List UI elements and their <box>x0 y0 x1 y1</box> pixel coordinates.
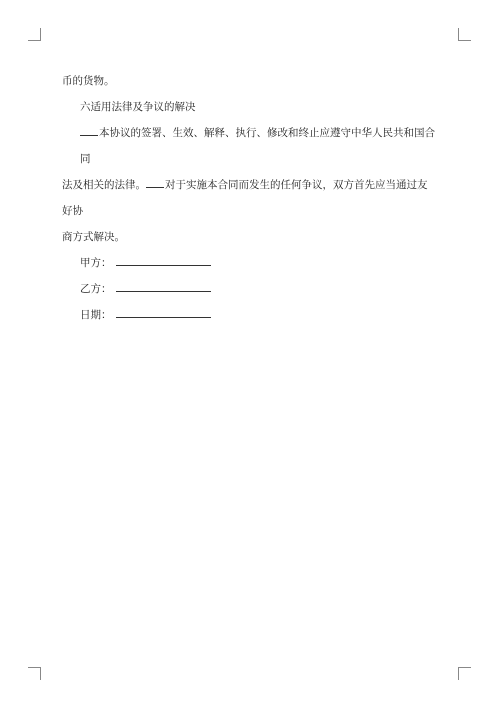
signature-line-party-a <box>62 250 437 276</box>
crop-mark-bottom-left <box>28 667 41 680</box>
signature-label: 日期： <box>80 309 112 321</box>
signature-blank[interactable] <box>116 280 211 292</box>
signature-label: 甲方： <box>80 257 112 269</box>
signature-line-date <box>62 302 437 328</box>
blank-underline <box>80 125 98 136</box>
text-line: 币的货物。 <box>62 75 115 87</box>
blank-underline <box>146 177 164 188</box>
paragraph-text: 法及相关的法律。 <box>62 179 146 191</box>
signature-line-party-b <box>62 276 437 302</box>
paragraph-line <box>62 172 437 224</box>
paragraph-line <box>62 120 437 172</box>
crop-mark-top-right <box>458 28 471 41</box>
crop-mark-bottom-right <box>458 667 471 680</box>
date-blank[interactable] <box>116 306 211 318</box>
paragraph-text: 对于实施本合同而发生的任何争议，双方首先应当通过友好协 <box>62 179 428 217</box>
section-heading: 六适用法律及争议的解决 <box>80 101 196 113</box>
paragraph-text: 本协议的签署、生效、解释、执行、修改和终止应遵守中华人民共和国合同 <box>80 127 435 165</box>
paragraph-line: 商方式解决。 <box>62 231 125 243</box>
signature-label: 乙方： <box>80 283 112 295</box>
signature-blank[interactable] <box>116 254 211 266</box>
document-body <box>62 68 437 328</box>
crop-mark-top-left <box>28 28 41 41</box>
